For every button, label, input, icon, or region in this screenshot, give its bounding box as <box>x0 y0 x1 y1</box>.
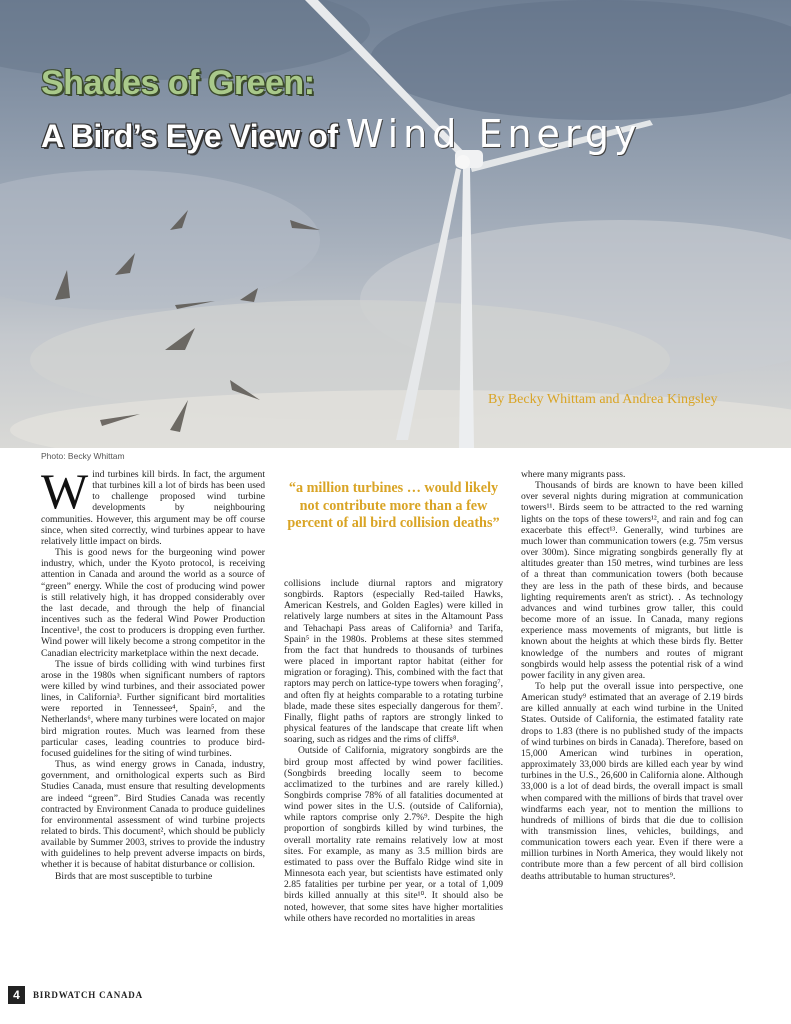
page-number: 4 <box>8 986 25 1004</box>
paragraph-1-text: ind turbines kill birds. In fact, the argument that turbines kill a lot of birds has been used to challenge proposed wind turbine developments by neighbouring communities. However, this argument may be off course since, when sited correctly, wind turbines appear to have relatively little impact on birds. <box>41 469 265 547</box>
hero-photo <box>0 0 791 448</box>
article-column-1 <box>41 463 265 882</box>
byline: By Becky Whittam and Andrea Kingsley <box>488 392 718 407</box>
paragraph-7: Outside of California, migratory songbirds are the bird group most affected by wind power facilities. (Songbirds breeding locally seem to become acclimatized to the turbines and are rarely killed.) Songbirds comprise 78% of all fatalities documented at wind power sites in the U.S. (outside of California), while raptors comprise only 2.7%⁹. Despite the high proportion of songbirds killed by wind turbines, the overall mortality rate remains relatively low at most sites. For example, as many as 3.5 million birds are estimated to pass over the Buffalo Ridge wind site in Minnesota each year, but scientists have estimated only 2.85 fatalities per turbine per year, or a total of 1,009 birds killed annually at this site¹⁰. It should also be noted, however, that some sites have higher mortalities while others have recorded no mortalities in areas <box>284 745 503 924</box>
paragraph-9: Thousands of birds are known to have been killed over several nights during migration at communication towers¹¹. Birds seem to be attracted to the red warning lights on the tops of these towers¹², and rain and fog can exacerbate this effect¹³. Generally, wind turbines are much lower than communication towers (e.g. 75m versus over 300m). Since migrating songbirds generally fly at altitudes greater than 150 metres, wind turbines are less of a threat than communication towers (both because they are less in the path of these birds, and because lighting requirements aren't as strict). . As technology advances and wind turbines grow taller, this could become more of an issue. In Canada, many regions experience mass movements of migrants, but little is known about the heights at which these birds fly. Better knowledge of the numbers and routes of migrant songbirds would help assess the potential risk of a wind power facility in any given area. <box>521 480 743 681</box>
paragraph-1 <box>41 463 265 547</box>
paragraph-4: Thus, as wind energy grows in Canada, industry, government, and ornithological experts such as Bird Studies Canada, must ensure that resulting developments are indeed “green”. Bird Studies Canada was recently contracted by Environment Canada to produce guidelines for environmental assessment of wind turbine projects related to birds. This document², which should be publicly available by Summer 2003, strives to provide the industry with guidelines to help prevent adverse impacts on birds, whether it is because of habitat disturbance or collision. <box>41 759 265 871</box>
drop-cap: W <box>41 463 89 519</box>
paragraph-6: collisions include diurnal raptors and migratory songbirds. Raptors (especially Red-tailed Hawks, American Kestrels, and Golden Eagles) were killed in relatively large numbers at sites in the Altamount Pass and Tehachapi Pass areas of California³ and Tarifa, Spain⁵ in the 1980s. Problems at these sites stemmed from the fact that hundreds to thousands of turbines were placed in important raptor habitat (either for migration or foraging). This, combined with the fact that raptors may perch on lattice-type towers when foraging⁷, and often fly at heights comparable to a rotating turbine blade, made these sites especially dangerous for them⁷. Finally, flight paths of raptors are strongly linked to physical features of the landscape that create lift when soaring, such as ridges and the rims of cliffs⁸. <box>284 578 503 746</box>
paragraph-8: where many migrants pass. <box>521 469 626 480</box>
paragraph-5: Birds that are most susceptible to turbine <box>55 870 213 882</box>
headline-thin-part: Wind Energy <box>345 112 642 156</box>
article-column-3 <box>521 469 743 882</box>
headline-bold-part: A Bird’s Eye View of <box>41 118 338 154</box>
photo-credit: Photo: Becky Whittam <box>41 451 125 461</box>
publication-name: BIRDWATCH CANADA <box>33 990 143 1000</box>
article-column-2 <box>284 578 503 924</box>
pull-quote: “a million turbines … would likely not contribute more than a few percent of all bird collision deaths” <box>287 480 500 531</box>
paragraph-2: This is good news for the burgeoning wind power industry, which, under the Kyoto protocol, is receiving attention in Canada and around the world as a source of “green” energy. While the cost of producing wind power is still relatively high, it has dropped considerably over the last decade, and through the help of financial incentives such as the federal Wind Power Production Incentive¹, the cost to producers is dropping even further. Wind power will likely become a strong competitor in the Canadian electricity marketplace within the next decade. <box>41 547 265 659</box>
paragraph-10: To help put the overall issue into perspective, one American study⁹ estimated that an average of 2.19 birds are killed annually at each wind turbine in the United States. Outside of California, the estimated fatality rate drops to 1.83 (there is no published study of the impacts of wind turbines on birds in Canada). Therefore, based on 15,000 American wind turbines in operation, approximately 33,000 birds are killed each year by wind turbines in the U.S., 26,600 in California alone. Although 33,000 is a lot of dead birds, the overall impact is small when compared with the millions of birds that travel over windfarms each year, not to mention the millions to hundreds of millions of birds that die due to collision with transmission lines, vehicles, buildings, and communication towers each year. Even if there were a million turbines in North America, they would likely not contribute more than a few percent of all bird collision deaths attributable to human structures⁹. <box>521 680 743 882</box>
headline-line1: Shades of Green: <box>41 64 315 102</box>
paragraph-3: The issue of birds colliding with wind turbines first arose in the 1980s when significant numbers of raptors were killed by wind turbines, and their associated power lines, in California³. Further significant bird mortalities were reported in Tennessee⁴, Spain⁵, and the Netherlands⁶, where many turbines were located on major bird migration routes. Much was learned from these particular cases, leading countries to produce bird-focused guidelines for the siting of wind turbines. <box>41 658 265 759</box>
headline-line2 <box>41 112 641 156</box>
